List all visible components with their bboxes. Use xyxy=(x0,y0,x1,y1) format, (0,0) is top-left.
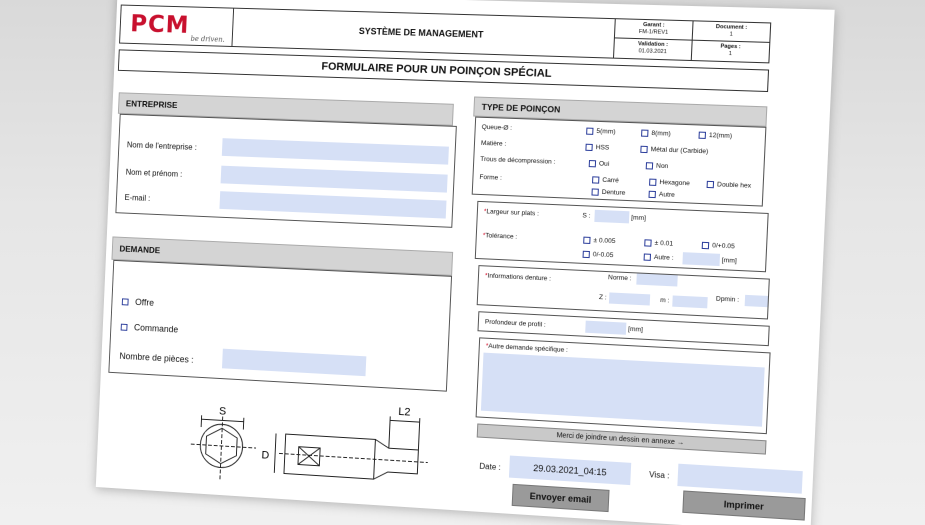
meta-pages: Pages : 1 xyxy=(691,41,770,63)
profondeur-label: Profondeur de profil : xyxy=(484,318,546,329)
visa-field[interactable] xyxy=(677,464,802,494)
logo-text: PCM xyxy=(129,9,190,39)
meta-document: Document : 1 xyxy=(692,21,771,43)
pieces-label: Nombre de pièces : xyxy=(119,350,194,365)
forme-carre-checkbox[interactable] xyxy=(592,176,599,183)
matiere-label: Matière : xyxy=(480,139,507,148)
send-email-button[interactable]: Envoyer email xyxy=(512,484,610,512)
forme-label: Forme : xyxy=(479,173,502,182)
largeur-s-field[interactable] xyxy=(594,210,629,224)
z-label: Z : xyxy=(598,293,607,302)
company-field[interactable] xyxy=(222,138,449,164)
type-heading: TYPE DE POINÇON xyxy=(473,96,767,126)
matiere-hss-label: HSS xyxy=(595,144,610,152)
autre-label: *Autre demande spécifique : xyxy=(485,342,568,355)
visa-label: Visa : xyxy=(648,470,670,481)
tolerance-label: *Tolérance : xyxy=(482,232,518,241)
punch-shank xyxy=(284,434,375,479)
forme-autre-checkbox[interactable] xyxy=(648,191,655,198)
forme-hexagone-label: Hexagone xyxy=(659,178,691,188)
tol-plus005-label: 0/+0.05 xyxy=(711,242,735,251)
autre-panel xyxy=(476,337,771,434)
trous-non-label: Non xyxy=(655,162,669,171)
trous-label: Trous de décompression : xyxy=(480,155,556,166)
tol-001-checkbox[interactable] xyxy=(644,239,651,246)
type-panel xyxy=(472,117,767,207)
largeur-label: *Largeur sur plats : xyxy=(483,208,540,218)
email-label: E-mail : xyxy=(124,193,151,203)
demande-panel xyxy=(108,260,452,392)
autre-textarea[interactable] xyxy=(481,353,765,427)
dpmin-field[interactable] xyxy=(745,295,768,307)
queue-8-label: 8(mm) xyxy=(651,129,671,138)
entreprise-panel xyxy=(115,114,456,228)
trous-oui-checkbox[interactable] xyxy=(589,160,596,167)
punch-drawing xyxy=(177,385,474,511)
forme-denture-checkbox[interactable] xyxy=(591,188,598,195)
d-dim-line xyxy=(274,433,276,472)
queue-8-checkbox[interactable] xyxy=(641,130,648,137)
tol-autre-checkbox[interactable] xyxy=(644,253,651,260)
annexe-bar: Merci de joindre un dessin en annexe → xyxy=(477,423,767,454)
tol-001-label: ± 0.01 xyxy=(654,239,674,248)
print-button[interactable]: Imprimer xyxy=(682,490,805,520)
largeur-panel xyxy=(475,201,769,272)
profondeur-mm: [mm] xyxy=(627,325,644,334)
meta-garant: Garant : FM-1/REV1 xyxy=(615,19,693,40)
demande-heading: DEMANDE xyxy=(111,236,453,275)
tol-autre-mm: [mm] xyxy=(721,256,737,265)
logo-tagline: be driven. xyxy=(190,34,225,44)
dpmin-label: Dpmin : xyxy=(715,295,740,304)
offre-checkbox[interactable] xyxy=(122,298,129,305)
tol-minus005-label: 0/-0.05 xyxy=(592,251,614,260)
largeur-mm: [mm] xyxy=(631,214,647,223)
forme-autre-label: Autre xyxy=(658,191,675,199)
forme-hexagone-checkbox[interactable] xyxy=(649,179,656,186)
forme-denture-label: Denture xyxy=(601,188,626,197)
drawing-l2-label: L2 xyxy=(398,405,411,419)
queue-5-checkbox[interactable] xyxy=(586,128,593,135)
meta-validation: Validation : 01.03.2021 xyxy=(637,41,669,56)
form-sheet xyxy=(96,0,835,525)
queue-12-checkbox[interactable] xyxy=(698,132,706,139)
name-field[interactable] xyxy=(221,166,448,193)
matiere-carbide-label: Métal dur (Carbide) xyxy=(650,146,709,156)
queue-12-label: 12(mm) xyxy=(708,131,733,140)
m-field[interactable] xyxy=(672,295,707,308)
offre-label: Offre xyxy=(134,297,155,308)
drawing-d-label: D xyxy=(261,449,270,462)
pieces-field[interactable] xyxy=(222,349,366,377)
date-field[interactable]: 29.03.2021_04:15 xyxy=(509,456,631,486)
system-title: SYSTÈME DE MANAGEMENT xyxy=(232,9,615,58)
profondeur-field[interactable] xyxy=(585,321,626,335)
tol-plus005-checkbox[interactable] xyxy=(702,242,710,249)
commande-checkbox[interactable] xyxy=(121,324,128,331)
matiere-carbide-checkbox[interactable] xyxy=(640,146,647,153)
tol-minus005-checkbox[interactable] xyxy=(583,251,590,258)
tol-autre-field[interactable] xyxy=(682,252,720,266)
matiere-hss-checkbox[interactable] xyxy=(585,144,592,151)
norme-label: Norme : xyxy=(607,274,632,283)
form-title: FORMULAIRE POUR UN POINÇON SPÉCIAL xyxy=(118,49,769,92)
tol-0005-label: ± 0.005 xyxy=(593,237,616,246)
denture-panel xyxy=(477,265,770,319)
email-field[interactable] xyxy=(219,191,446,218)
l2-dim-line xyxy=(390,420,420,422)
norme-field[interactable] xyxy=(636,273,677,286)
drawing-s-label: S xyxy=(218,405,227,418)
name-label: Nom et prénom : xyxy=(125,167,183,179)
entreprise-heading: ENTREPRISE xyxy=(118,92,454,125)
commande-label: Commande xyxy=(133,322,179,335)
denture-label: *Informations denture : xyxy=(484,272,552,283)
tol-autre-label: Autre : xyxy=(653,253,674,262)
trous-oui-label: Oui xyxy=(598,160,610,168)
m-label: m : xyxy=(660,296,670,305)
logo xyxy=(120,6,234,46)
z-field[interactable] xyxy=(609,292,650,305)
largeur-s-label: S : xyxy=(582,212,591,220)
forme-doublehex-checkbox[interactable] xyxy=(707,181,715,188)
forme-doublehex-label: Double hex xyxy=(716,181,752,190)
date-label: Date : xyxy=(479,461,501,473)
queue-label: Queue-Ø : xyxy=(481,123,513,132)
trous-non-checkbox[interactable] xyxy=(646,162,653,169)
document-meta xyxy=(614,19,770,62)
company-label: Nom de l'entreprise : xyxy=(126,140,198,152)
queue-5-label: 5(mm) xyxy=(596,127,616,136)
tol-0005-checkbox[interactable] xyxy=(583,237,590,244)
forme-carre-label: Carré xyxy=(602,176,620,185)
